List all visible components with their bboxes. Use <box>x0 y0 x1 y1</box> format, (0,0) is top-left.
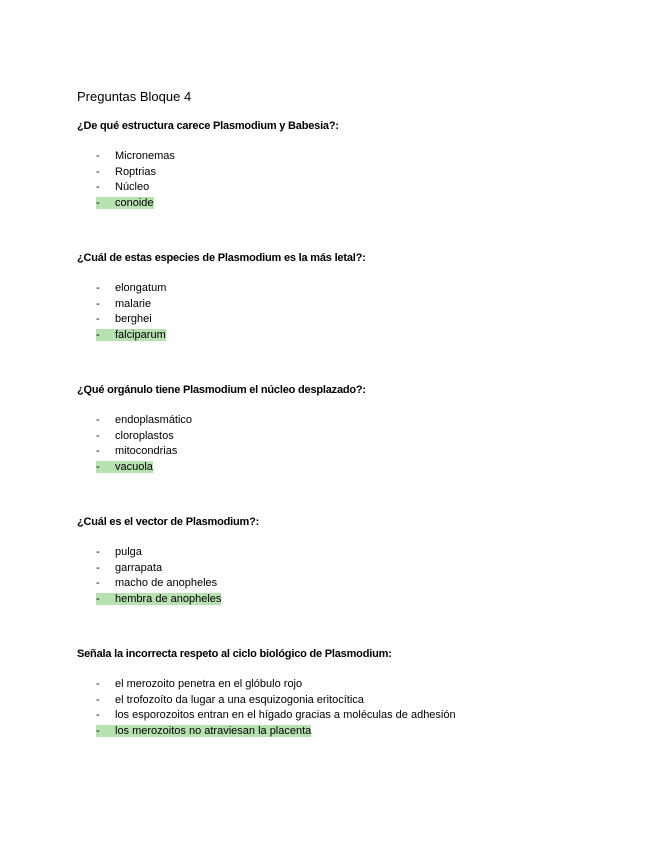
bullet-dash: - <box>96 181 100 193</box>
answer-option <box>96 444 192 460</box>
question-text: ¿Cuál es el vector de Plasmodium?: <box>77 516 260 528</box>
question-text: ¿Qué orgánulo tiene Plasmodium el núcleo desplazado?: <box>77 384 366 396</box>
correct-answer-option <box>96 724 456 740</box>
bullet-dash: - <box>96 414 100 426</box>
bullet-dash: - <box>96 150 100 162</box>
answer-label: berghei <box>115 313 152 325</box>
bullet-dash: - <box>96 546 100 558</box>
correct-answer-option <box>96 196 175 212</box>
question-text: ¿De qué estructura carece Plasmodium y Babesia?: <box>77 120 339 132</box>
answer-highlight <box>96 197 154 209</box>
answer-highlight <box>96 329 166 341</box>
answer-label: pulga <box>115 546 142 558</box>
answer-option <box>96 693 456 709</box>
bullet-dash: - <box>96 693 100 706</box>
answer-label: cloroplastos <box>115 429 174 442</box>
bullet-dash: - <box>96 460 100 473</box>
answer-list <box>96 677 456 739</box>
correct-answer-option <box>96 328 166 344</box>
answer-option <box>96 312 166 328</box>
answer-label: conoide <box>115 196 154 209</box>
answer-list <box>96 149 175 211</box>
bullet-dash: - <box>96 282 100 294</box>
bullet-dash: - <box>96 165 100 178</box>
bullet-dash: - <box>96 297 100 310</box>
answer-option <box>96 576 221 592</box>
answer-option <box>96 149 175 165</box>
answer-label: malarie <box>115 297 152 310</box>
answer-label: el trofozoíto da lugar a una esquizogonia eritocítica <box>115 693 364 706</box>
answer-label: Núcleo <box>115 181 150 193</box>
answer-option <box>96 180 175 196</box>
answer-highlight <box>96 725 311 737</box>
bullet-dash: - <box>96 709 100 721</box>
bullet-dash: - <box>96 724 100 737</box>
bullet-dash: - <box>96 678 100 690</box>
answer-label: vacuola <box>115 460 153 473</box>
correct-answer-option <box>96 460 192 476</box>
answer-label: hembra de anopheles <box>115 592 222 605</box>
answer-label: Roptrias <box>115 165 156 178</box>
question-4 <box>77 515 637 605</box>
correct-answer-option <box>96 592 221 608</box>
answer-option <box>96 429 192 445</box>
document-title: Preguntas Bloque 4 <box>77 89 192 104</box>
answer-label: macho de anopheles <box>115 577 218 589</box>
answer-label: el merozoito penetra en el glóbulo rojo <box>115 678 303 690</box>
question-text: ¿Cuál de estas especies de Plasmodium es la más letal?: <box>77 252 366 264</box>
answer-list <box>96 545 221 607</box>
answer-label: Micronemas <box>115 150 175 162</box>
bullet-dash: - <box>96 196 100 209</box>
bullet-dash: - <box>96 561 100 574</box>
answer-option <box>96 297 166 313</box>
question-5 <box>77 647 637 737</box>
answer-label: elongatum <box>115 282 167 294</box>
answer-option <box>96 708 456 724</box>
answer-option <box>96 561 221 577</box>
bullet-dash: - <box>96 328 100 341</box>
question-3 <box>77 383 637 473</box>
answer-label: falciparum <box>115 328 166 341</box>
question-1 <box>77 119 637 209</box>
answer-option <box>96 677 456 693</box>
bullet-dash: - <box>96 592 100 605</box>
answer-option <box>96 281 166 297</box>
question-text: Señala la incorrecta respeto al ciclo biológico de Plasmodium: <box>77 648 392 660</box>
answer-highlight <box>96 461 153 473</box>
bullet-dash: - <box>96 313 100 325</box>
answer-highlight <box>96 593 221 605</box>
answer-list <box>96 413 192 475</box>
answer-option <box>96 413 192 429</box>
bullet-dash: - <box>96 429 100 442</box>
answer-label: endoplasmático <box>115 414 193 426</box>
bullet-dash: - <box>96 577 100 589</box>
answer-label: los esporozoitos entran en el hígado gracias a moléculas de adhesión <box>115 709 456 721</box>
question-2 <box>77 251 637 341</box>
bullet-dash: - <box>96 445 100 457</box>
answer-label: los merozoitos no atraviesan la placenta <box>115 724 312 737</box>
answer-label: garrapata <box>115 561 163 574</box>
answer-label: mitocondrias <box>115 445 178 457</box>
answer-option <box>96 545 221 561</box>
answer-list <box>96 281 166 343</box>
answer-option <box>96 165 175 181</box>
